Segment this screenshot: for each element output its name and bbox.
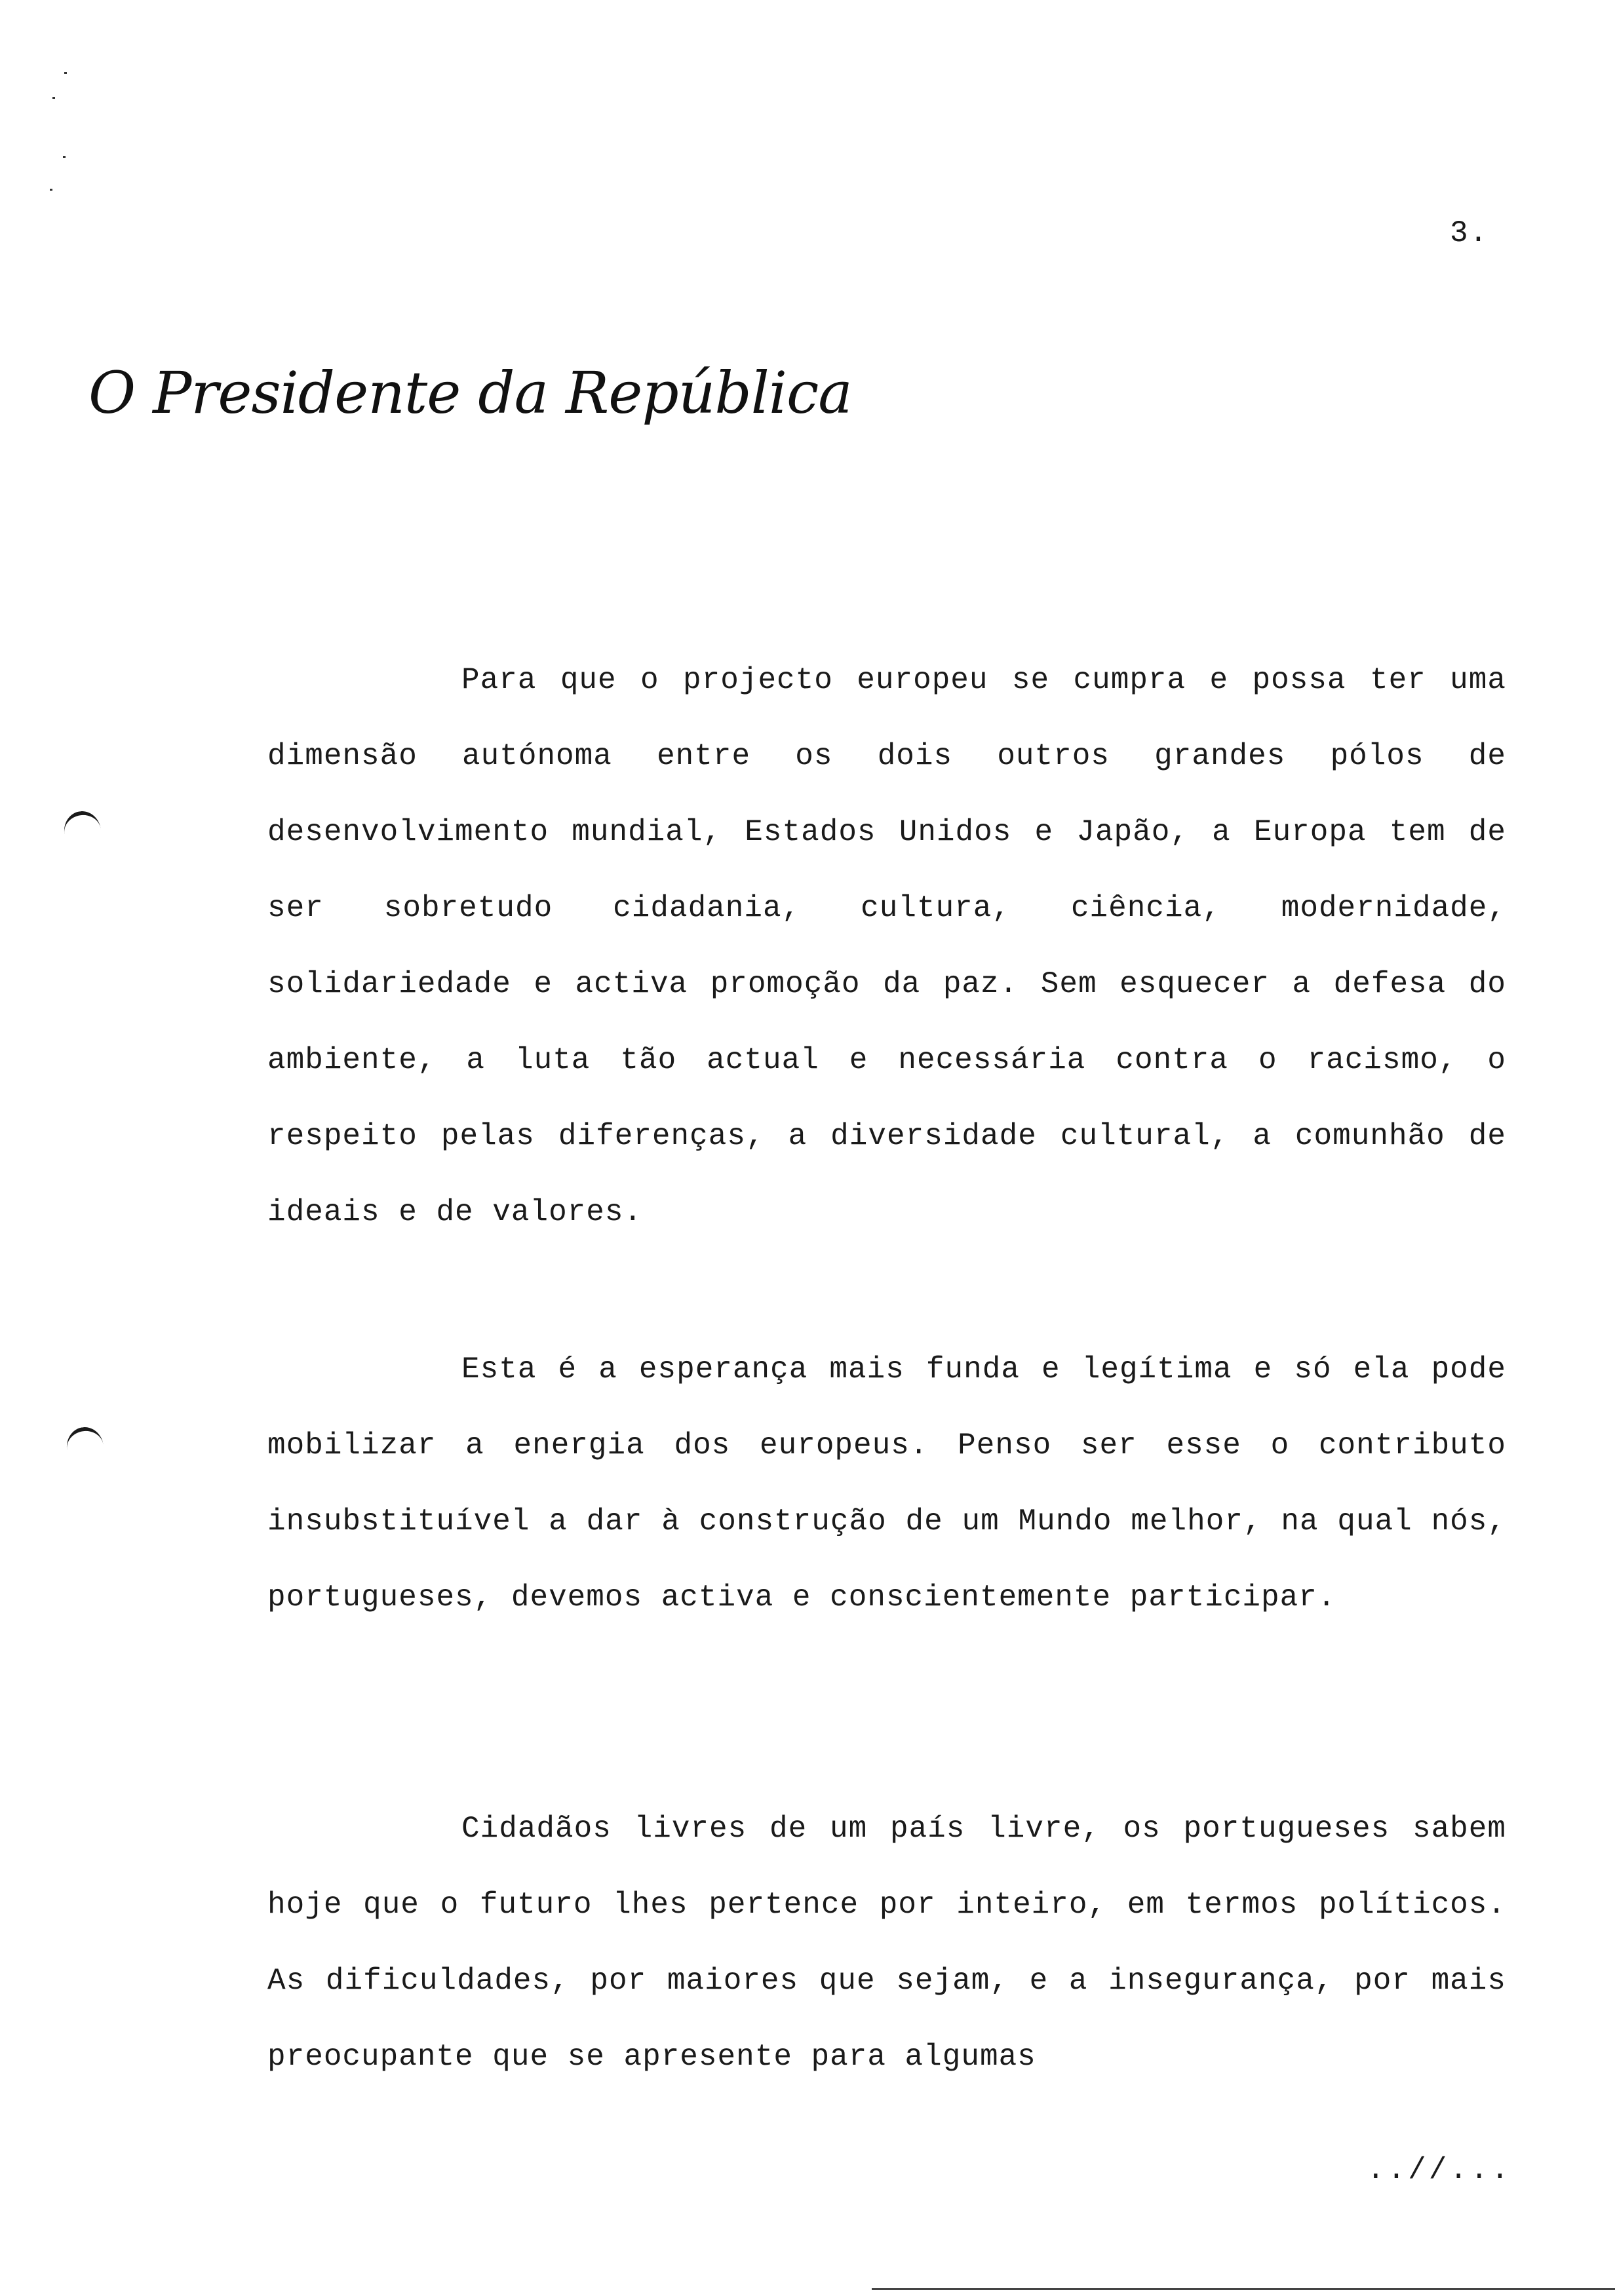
body-paragraph (267, 1791, 1506, 2095)
punch-hole-mark (62, 809, 104, 854)
letterhead: O Presidente da República (88, 359, 852, 427)
paragraph-text: Esta é a esperança mais funda e legítima e só ela pode mobilizar a energia dos europeus. Penso ser esse o contributo insubstituível a dar à construção de um Mundo melhor, na qual nós, portugueses, devemos activa e conscientemente participar. (267, 1352, 1506, 1615)
continuation-marker: ..//... (1367, 2153, 1512, 2187)
body-paragraph (267, 1331, 1506, 1636)
body-paragraph (267, 642, 1506, 1250)
scan-speck (63, 156, 66, 158)
scan-speck (64, 72, 67, 74)
paragraph-text: Cidadãos livres de um país livre, os portugueses sabem hoje que o futuro lhes pertence por inteiro, em termos políticos. As dificuldades, por maiores que sejam, e a insegurança, por mais preocupante que se apresente para algumas (267, 1812, 1506, 2074)
paragraph-text: Para que o projecto europeu se cumpra e possa ter uma dimensão autónoma entre os dois outros grandes pólos de desenvolvimento mundial, Estados Unidos e Japão, a Europa tem de ser sobretudo cidadania, cultura, ciência, modernidade, solidariedade e activa promoção da paz. Sem esquecer a defesa do ambiente, a luta tão actual e necessária contra o racismo, o respeito pelas diferenças, a diversidade cultural, a comunhão de ideais e de valores. (267, 663, 1506, 1229)
scan-speck (50, 189, 52, 191)
page-bottom-edge (872, 2288, 1615, 2290)
scan-speck (52, 97, 55, 99)
punch-hole-mark (64, 1425, 106, 1470)
page-number: 3. (1450, 216, 1489, 250)
